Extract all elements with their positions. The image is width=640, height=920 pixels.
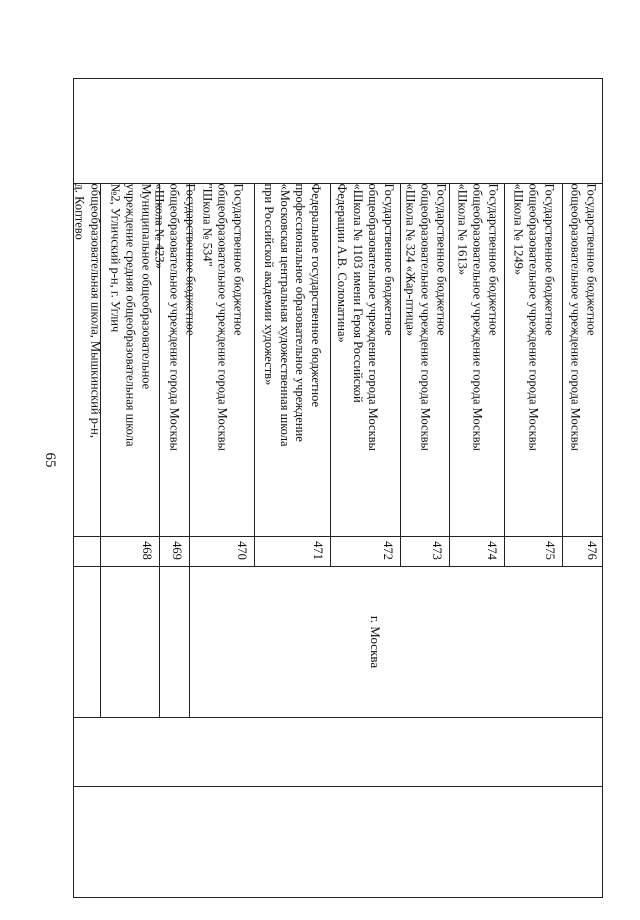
row-text-line: общеобразовательное учреждение города Москвы [526,183,541,451]
column-divider [74,717,602,718]
row-divider [562,183,563,566]
row-text-line: «Школа № 324 «Жар-птица» [402,183,417,336]
row-divider [449,183,450,566]
table-row [562,183,604,536]
row-divider [254,183,255,566]
row-number: 468 [139,541,154,560]
row-text-line: Федеральное государственное бюджетное [309,183,323,407]
row-text-line: общеобразовательная школа, Мышкинский р-н, [88,183,103,438]
row-number: 469 [169,541,184,560]
table-row [152,183,198,536]
row-number: 471 [310,541,325,560]
row-text-line: «Школа № 1613» [454,183,469,275]
row-text-line: Государственное бюджетное [230,183,245,336]
row-number: 473 [429,541,444,560]
row-divider [100,183,101,717]
column-divider [74,786,602,787]
row-text-line: общеобразовательное учреждение города Москвы [418,183,433,451]
row-divider [504,183,505,566]
table-row [73,183,103,536]
row-text-line: Государственное бюджетное [584,183,599,336]
row-text-line: общеобразовательное учреждение города Москвы [470,183,485,451]
row-text-line: Государственное бюджетное [183,183,198,336]
row-text-line: Муниципальное общеобразовательное [138,183,153,389]
row-text-line: общеобразовательное учреждение города Москвы [215,183,230,451]
row-number: 476 [584,541,599,560]
table-row [189,183,254,536]
row-text-line: при Российской академии художеств» [262,183,277,385]
row-text-line: Государственное бюджетное [382,183,396,336]
row-text-line: общеобразовательное учреждение города Москвы [366,183,381,451]
row-text-line: «Школа № 1103 имени Героя Российской [351,183,365,403]
table-row [330,183,400,536]
row-divider [159,183,160,717]
row-divider [330,183,331,566]
row-text-line: д. Коптево [73,183,87,240]
row-text-line: «Московская центральная художественная школа [278,183,292,447]
row-number: 470 [234,541,249,560]
row-text-line: Федерации А.В. Соломатина» [335,183,350,343]
row-text-line: учреждение средняя общеобразовательная школа [123,183,138,447]
row-text-line: "Школа № 534" [199,183,214,267]
region-label: г. Москва [368,615,384,669]
row-text-line: общеобразовательное учреждение города Москвы [569,183,583,451]
page-number: 65 [42,452,58,468]
column-divider [74,566,602,567]
row-divider [189,183,190,717]
row-divider [400,183,401,566]
row-number: 475 [542,541,557,560]
table-row [400,183,449,536]
row-text-line: «Школа № 423» [152,183,167,269]
table-row [449,183,504,536]
table-row [254,183,330,536]
row-text-line: профессиональное образовательное учреждение [293,183,308,442]
row-text-line: Государственное бюджетное [485,183,500,336]
row-number: 474 [484,541,499,560]
row-text-line: общеобразовательное учреждение города Москвы [167,183,182,451]
row-text-line: Государственное бюджетное [433,183,448,336]
school-table [73,78,603,898]
row-number: 472 [380,541,395,560]
row-text-line: «Школа № 1249» [511,183,526,275]
table-row [504,183,562,536]
row-text-line: №2, Угличский р-н, г. Углич [107,183,122,332]
row-text-line: Государственное бюджетное [542,183,557,336]
